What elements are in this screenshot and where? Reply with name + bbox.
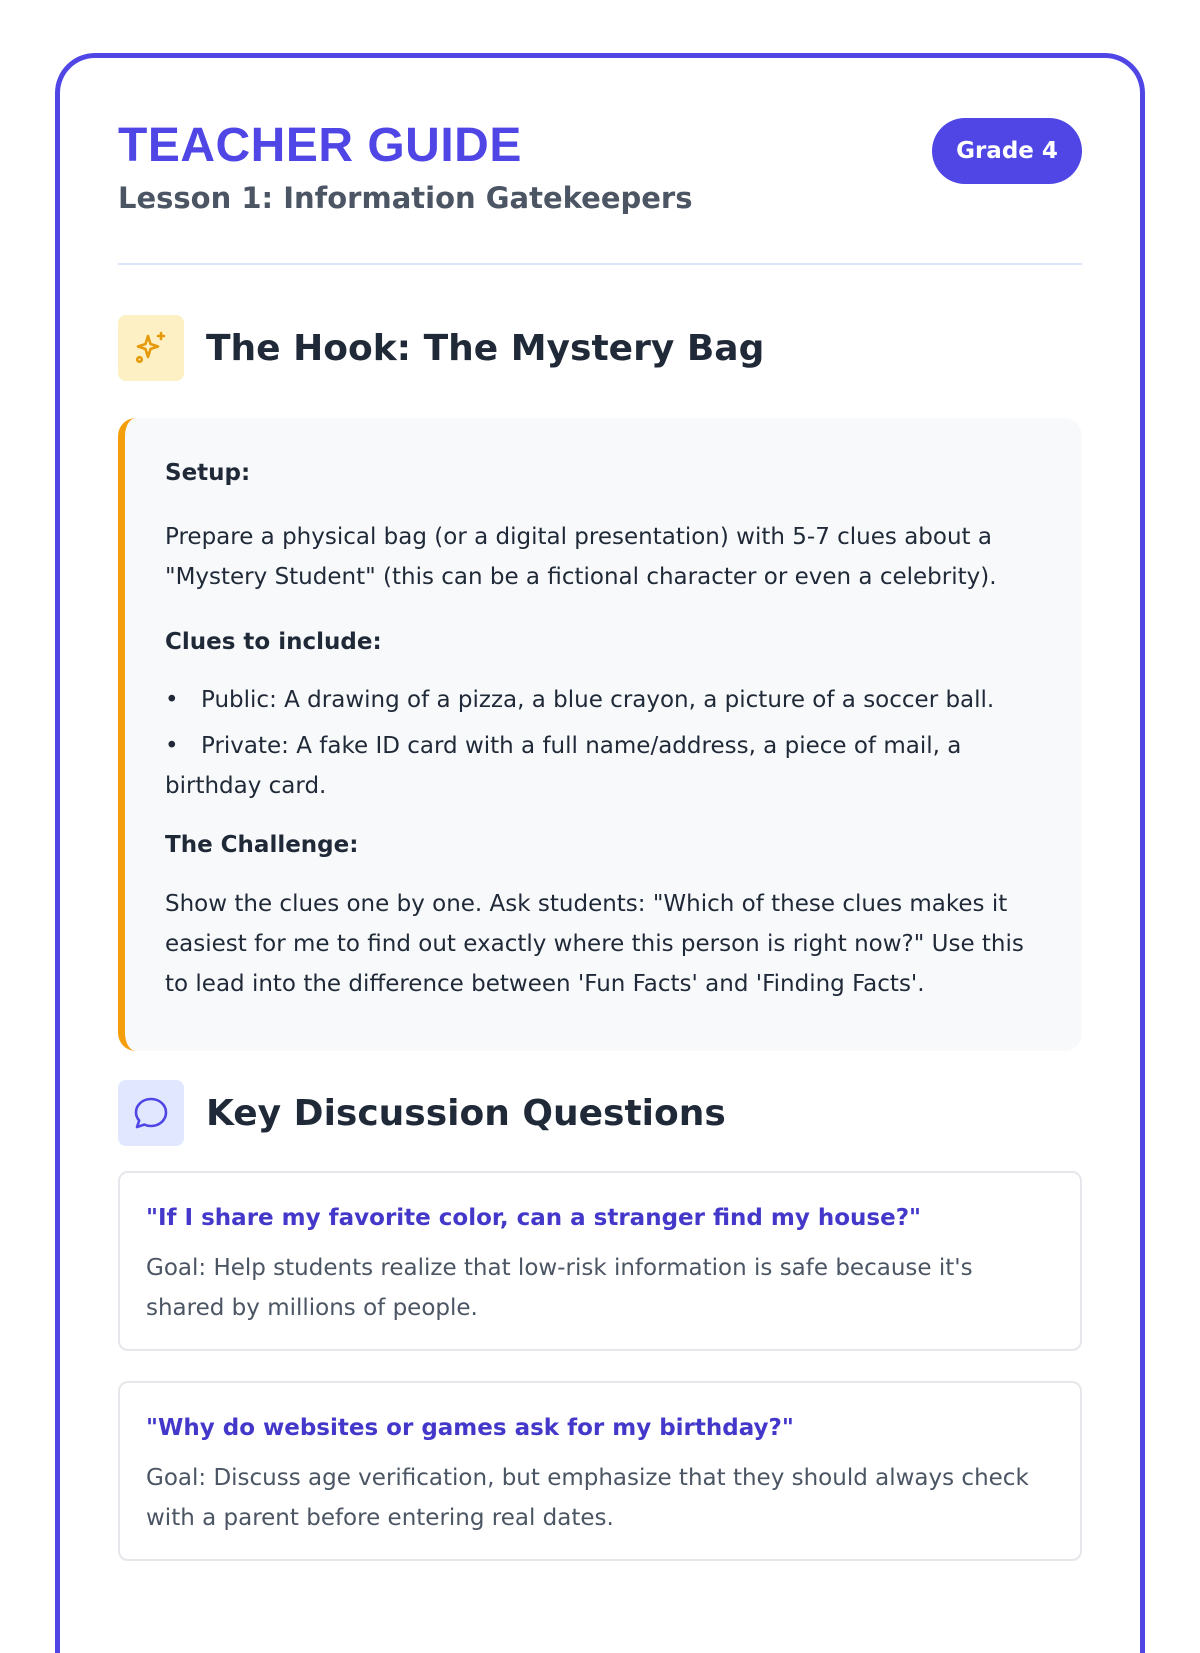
discussion-section-header [118, 1080, 726, 1146]
challenge-label: The Challenge: [165, 832, 359, 858]
hook-section-header [118, 315, 764, 381]
lesson-subtitle: Lesson 1: Information Gatekeepers [118, 181, 693, 215]
hook-details-box [118, 418, 1082, 1051]
question-text: "Why do websites or games ask for my birthday?" [146, 1415, 794, 1441]
question-goal: Goal: Discuss age verification, but emphasize that they should always check with a parent before entering real dates. [146, 1465, 1029, 1531]
page-title: TEACHER GUIDE [118, 119, 522, 172]
sparkles-icon [118, 315, 184, 381]
list-item: • Private: A fake ID card with a full name/address, a piece of mail, a birthday card. [165, 733, 962, 799]
list-item: • Public: A drawing of a pizza, a blue crayon, a picture of a soccer ball. [165, 687, 995, 713]
challenge-text: Show the clues one by one. Ask students: "Which of these clues makes it easiest for me to find out exactly where this person is right now?" Use this to lead into the difference between 'Fun Facts' and 'Finding Facts'. [165, 891, 1024, 997]
chat-bubble-icon [118, 1080, 184, 1146]
question-card [118, 1171, 1082, 1351]
question-card [118, 1381, 1082, 1561]
discussion-title: Key Discussion Questions [206, 1092, 726, 1134]
clue-private-text: Private: A fake ID card with a full name/address, a piece of mail, a birthday card. [165, 733, 962, 799]
card-content [118, 58, 1082, 1531]
hook-title: The Hook: The Mystery Bag [206, 327, 765, 369]
setup-label: Setup: [165, 460, 251, 486]
question-goal: Goal: Help students realize that low-risk information is safe because it's shared by millions of people. [146, 1255, 973, 1321]
question-text: "If I share my favorite color, can a stranger find my house?" [146, 1205, 922, 1231]
setup-text: Prepare a physical bag (or a digital presentation) with 5-7 clues about a "Mystery Student" (this can be a fictional character or even a celebrity). [165, 524, 997, 590]
clues-list [165, 680, 1042, 812]
teacher-guide-card [55, 53, 1145, 1653]
clue-public-text: Public: A drawing of a pizza, a blue crayon, a picture of a soccer ball. [201, 687, 995, 713]
grade-badge: Grade 4 [932, 118, 1082, 184]
clues-label: Clues to include: [165, 629, 382, 655]
guide-header [118, 58, 1082, 265]
